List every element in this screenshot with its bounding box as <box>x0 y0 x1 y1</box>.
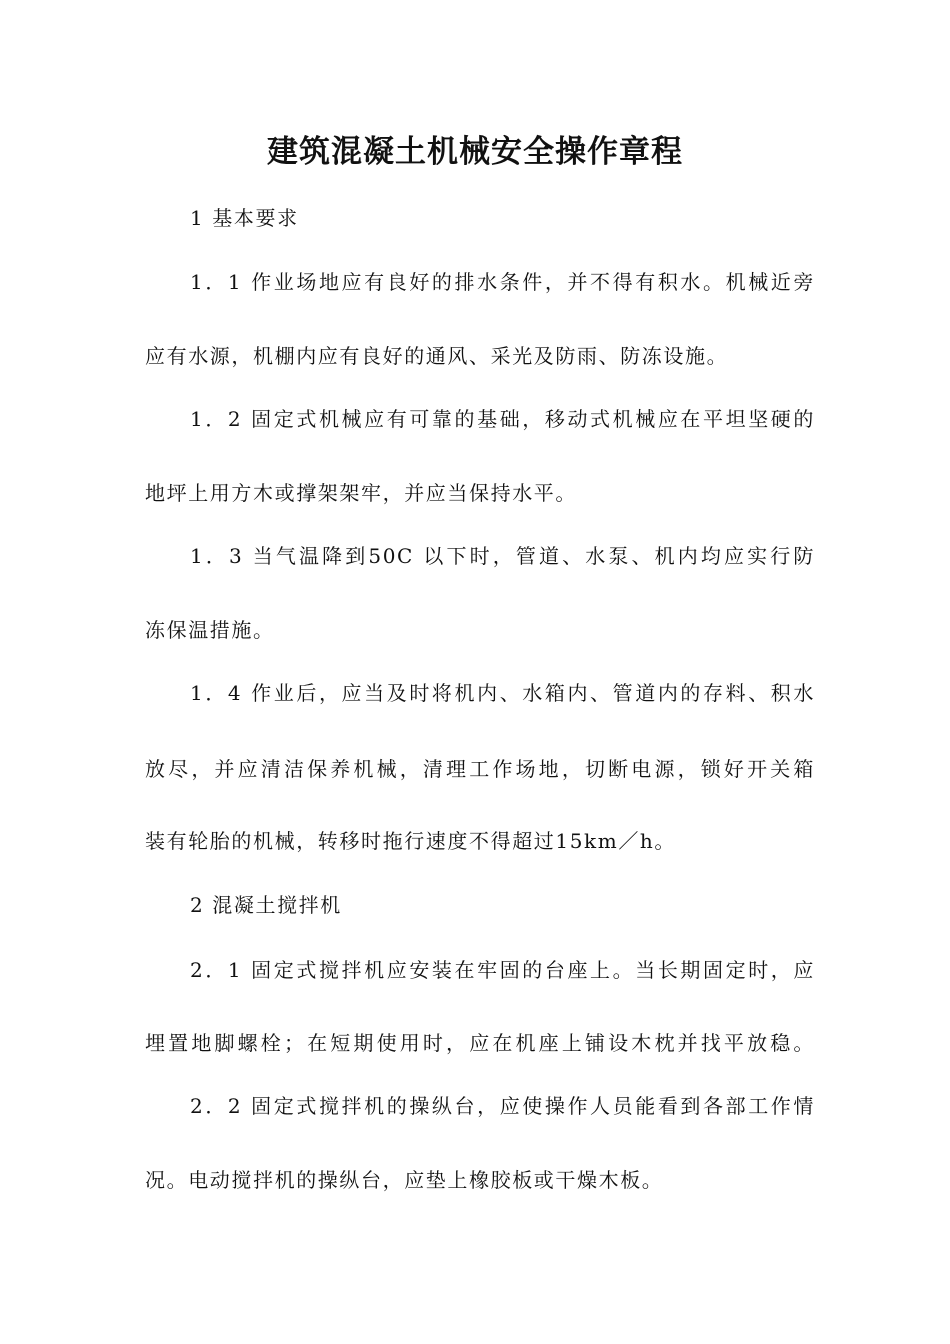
paragraph-1-3-line-2: 冻保温措施。 <box>145 618 275 642</box>
paragraph-1-2-line-2: 地坪上用方木或撑架架牢，并应当保持水平。 <box>145 481 577 505</box>
section-heading-2: 2 混凝土搅拌机 <box>190 893 342 917</box>
paragraph-1-2-line-1: 1．2 固定式机械应有可靠的基础，移动式机械应在平坦坚硬的 <box>190 407 815 431</box>
paragraph-2-2-line-2: 况。电动搅拌机的操纵台，应垫上橡胶板或干燥木板。 <box>145 1168 664 1192</box>
paragraph-2-1-line-2: 埋置地脚螺栓；在短期使用时，应在机座上铺设木枕并找平放稳。 <box>145 1031 815 1055</box>
paragraph-1-1-line-2: 应有水源，机棚内应有良好的通风、采光及防雨、防冻设施。 <box>145 344 729 368</box>
paragraph-1-4-line-3: 装有轮胎的机械，转移时拖行速度不得超过15km／h。 <box>145 829 677 853</box>
section-heading-1: 1 基本要求 <box>190 206 299 230</box>
paragraph-1-4-line-1: 1．4 作业后，应当及时将机内、水箱内、管道内的存料、积水 <box>190 681 815 705</box>
paragraph-1-1-line-1: 1．1 作业场地应有良好的排水条件，并不得有积水。机械近旁 <box>190 270 815 294</box>
document-title: 建筑混凝土机械安全操作章程 <box>267 134 683 170</box>
paragraph-2-2-line-1: 2．2 固定式搅拌机的操纵台，应使操作人员能看到各部工作情 <box>190 1094 815 1118</box>
paragraph-1-3-line-1: 1．3 当气温降到50C 以下时，管道、水泵、机内均应实行防 <box>190 544 815 568</box>
paragraph-2-1-line-1: 2．1 固定式搅拌机应安装在牢固的台座上。当长期固定时，应 <box>190 958 815 982</box>
paragraph-1-4-line-2: 放尽，并应清洁保养机械，清理工作场地，切断电源，锁好开关箱 <box>145 757 815 781</box>
